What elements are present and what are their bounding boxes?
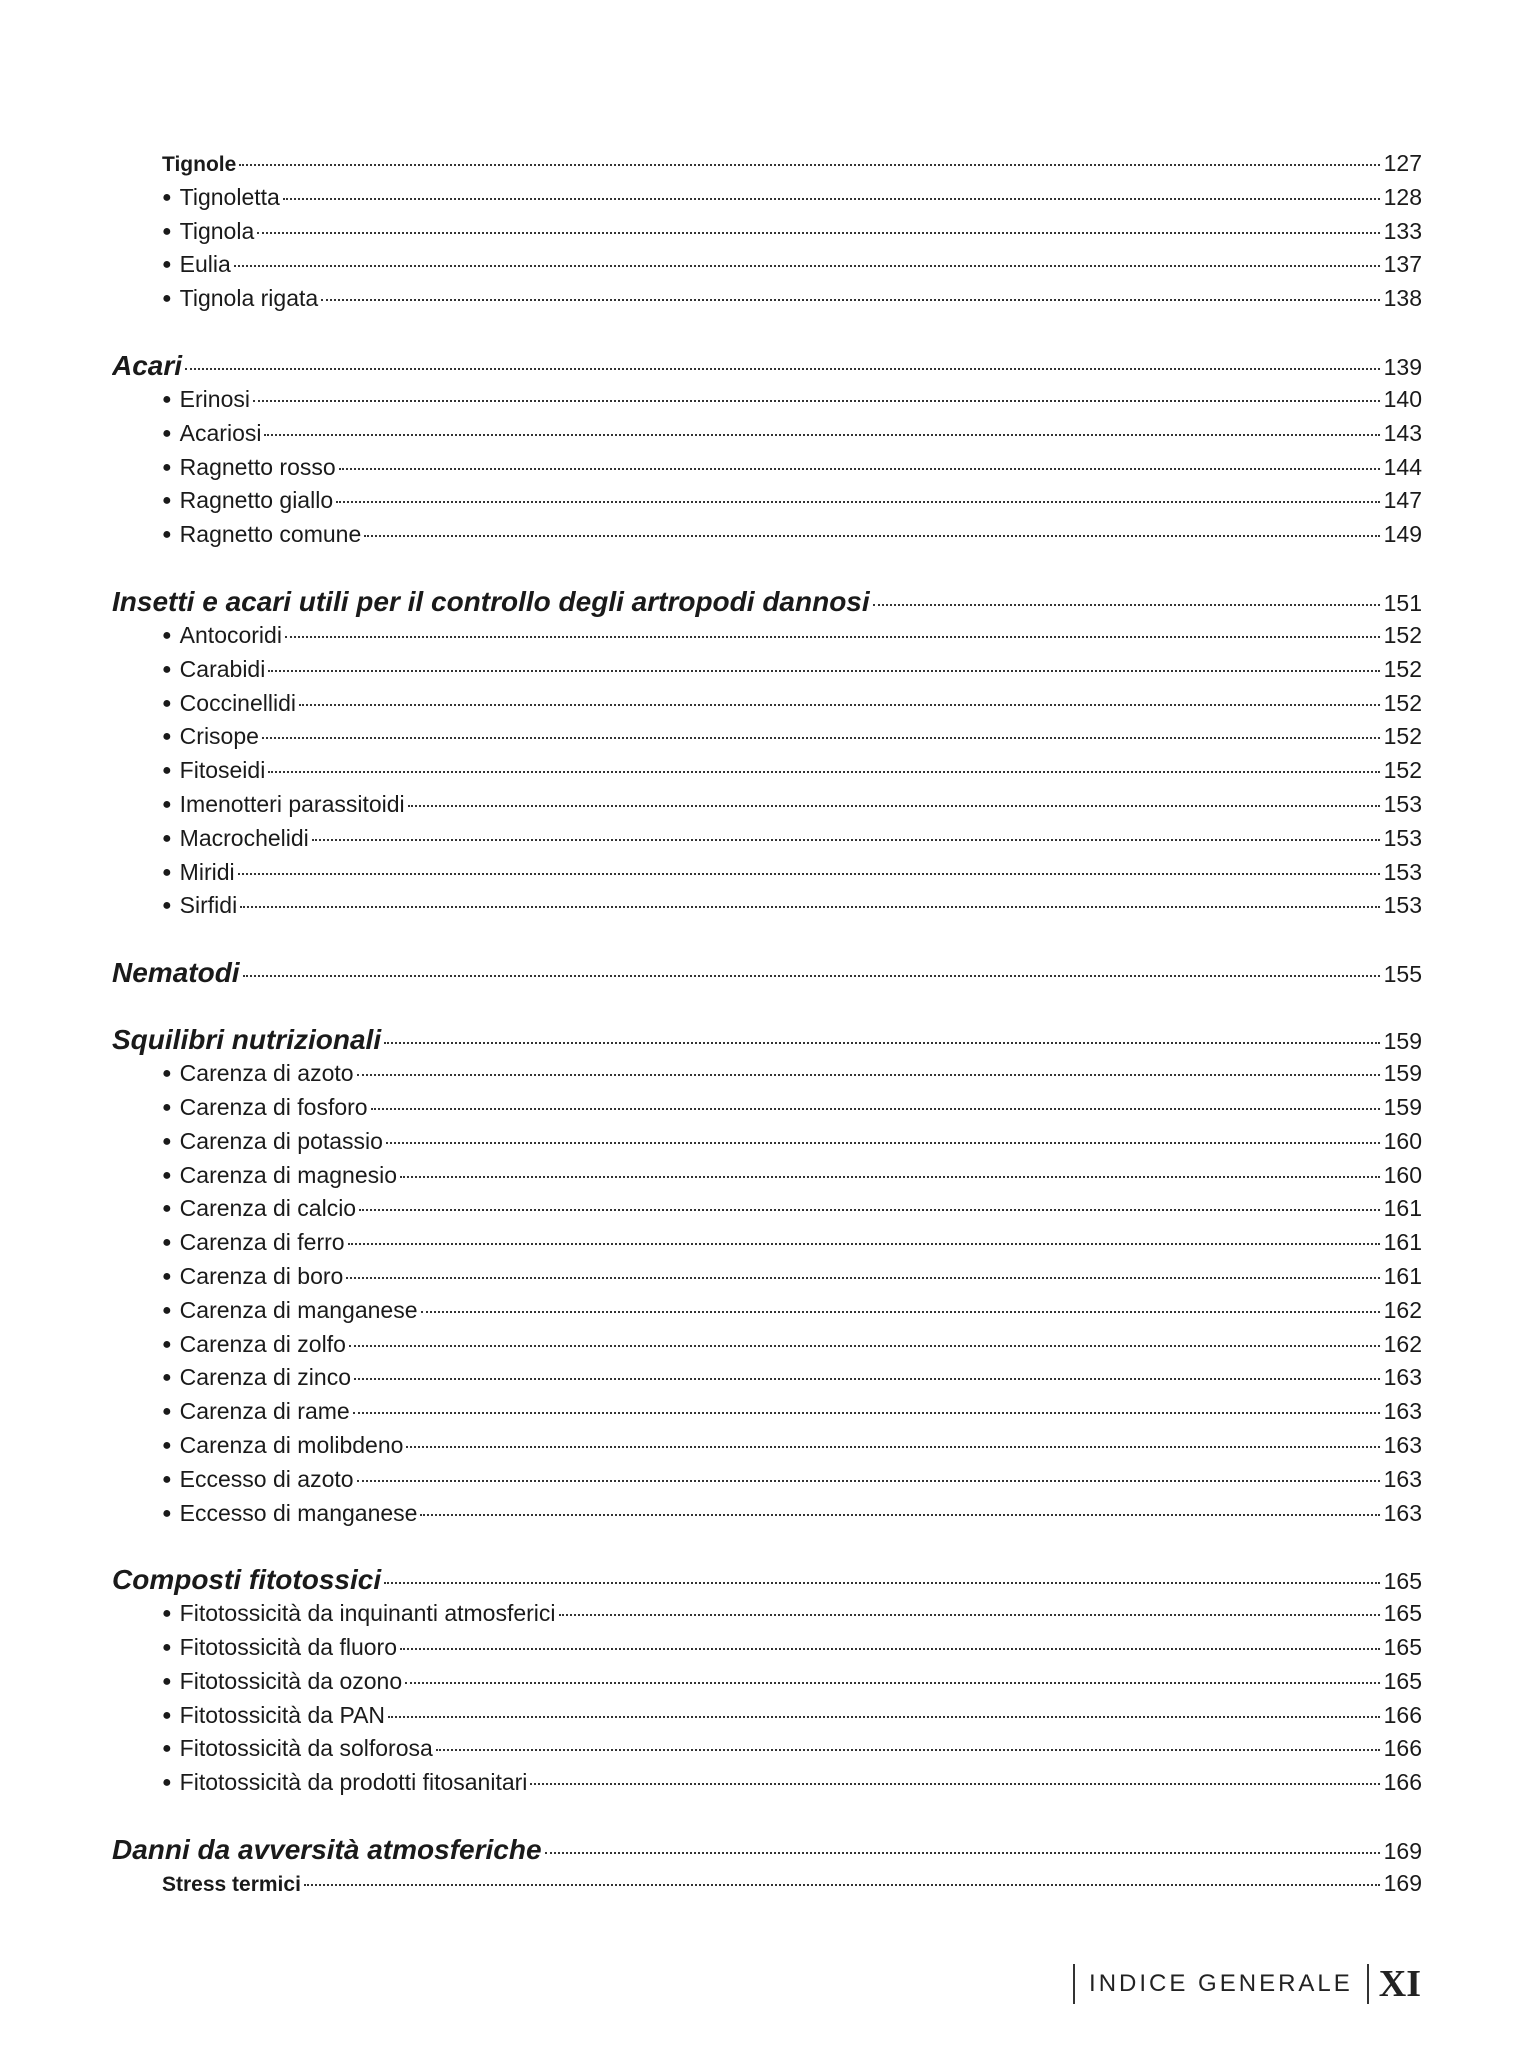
- bullet-icon: ●: [162, 1774, 172, 1792]
- toc-subentry[interactable]: [112, 1432, 1422, 1466]
- bullet-icon: ●: [162, 829, 172, 847]
- toc-subentry[interactable]: [112, 1162, 1422, 1196]
- toc-page-number: 161: [1383, 1262, 1422, 1289]
- toc-entry-text: Fitotossicità da PAN: [179, 1701, 386, 1728]
- toc-entry-text: Stress termici: [162, 1873, 301, 1897]
- bullet-icon: ●: [162, 660, 172, 678]
- toc-page-number: 165: [1383, 1600, 1422, 1627]
- toc-entry-text: Ragnetto comune: [179, 521, 362, 548]
- toc-page-number: 152: [1383, 723, 1422, 750]
- toc-section-entry[interactable]: [112, 1870, 1422, 1904]
- section-gap: [112, 993, 1422, 1024]
- toc-entry-text: Carenza di molibdeno: [179, 1431, 404, 1458]
- dot-leader: [359, 1209, 1380, 1211]
- toc-chapter-entry[interactable]: [112, 1834, 1422, 1870]
- dot-leader: [262, 737, 1380, 739]
- toc-page-number: 166: [1383, 1735, 1422, 1762]
- toc-entry-label: [112, 1024, 382, 1056]
- bullet-icon: ●: [162, 1132, 172, 1150]
- dot-leader: [406, 1446, 1379, 1448]
- toc-subentry[interactable]: [112, 1094, 1422, 1128]
- dot-leader: [559, 1614, 1380, 1616]
- toc-page-number: 133: [1383, 217, 1422, 244]
- toc-entry-label: [162, 184, 281, 211]
- toc-subentry[interactable]: [112, 251, 1422, 285]
- toc-page-number: 151: [1383, 589, 1422, 616]
- toc-entry-label: [162, 1398, 351, 1425]
- bullet-icon: ●: [162, 1335, 172, 1353]
- toc-entry-text: Carenza di potassio: [179, 1127, 383, 1154]
- dot-leader: [408, 805, 1380, 807]
- toc-page-number: 165: [1383, 1667, 1422, 1694]
- toc-entry-label: [162, 1769, 528, 1796]
- toc-subentry[interactable]: [112, 285, 1422, 319]
- toc-page-number: 152: [1383, 689, 1422, 716]
- toc-entry-label: [162, 723, 260, 750]
- toc-entry-text: Acariosi: [179, 419, 262, 446]
- toc-page-number: 163: [1383, 1364, 1422, 1391]
- toc-entry-label: [162, 1297, 419, 1324]
- toc-entry-text: Carenza di ferro: [179, 1229, 345, 1256]
- section-gap: [112, 1533, 1422, 1564]
- bullet-icon: ●: [162, 1470, 172, 1488]
- toc-subentry[interactable]: [112, 1769, 1422, 1803]
- dot-leader: [339, 468, 1380, 470]
- bullet-icon: ●: [162, 626, 172, 644]
- toc-page-number: 152: [1383, 621, 1422, 648]
- dot-leader: [530, 1783, 1379, 1785]
- dot-leader: [384, 1042, 1380, 1044]
- toc-subentry[interactable]: [112, 454, 1422, 488]
- toc-entry-text: Eccesso di azoto: [179, 1465, 354, 1492]
- toc-entry-text: Fitotossicità da inquinanti atmosferici: [179, 1600, 556, 1627]
- toc-entry-text: Carabidi: [179, 655, 266, 682]
- toc-entry-label: [162, 656, 266, 683]
- dot-leader: [348, 1243, 1380, 1245]
- toc-subentry[interactable]: [112, 1195, 1422, 1229]
- dot-leader: [268, 771, 1379, 773]
- footer-page-number: XI: [1378, 1963, 1421, 2005]
- toc-entry-text: Carenza di magnesio: [179, 1161, 398, 1188]
- bullet-icon: ●: [162, 188, 172, 206]
- toc-page-number: 159: [1383, 1093, 1422, 1120]
- toc-subentry[interactable]: [112, 1735, 1422, 1769]
- dot-leader: [400, 1176, 1380, 1178]
- bullet-icon: ●: [162, 795, 172, 813]
- toc-entry-text: Fitotossicità da ozono: [179, 1667, 403, 1694]
- toc-entry-text: Carenza di zolfo: [179, 1330, 346, 1357]
- toc-subentry[interactable]: [112, 892, 1422, 926]
- toc-entry-text: Tignola: [179, 217, 255, 244]
- dot-leader: [353, 1412, 1380, 1414]
- toc-page-number: 128: [1383, 183, 1422, 210]
- dot-leader: [545, 1852, 1380, 1854]
- toc-page-number: 159: [1383, 1028, 1422, 1055]
- toc-entry-text: Crisope: [179, 723, 259, 750]
- toc-entry-label: [162, 690, 297, 717]
- bullet-icon: ●: [162, 1200, 172, 1218]
- toc-subentry[interactable]: [112, 622, 1422, 656]
- toc-subentry[interactable]: [112, 1331, 1422, 1365]
- bullet-icon: ●: [162, 1639, 172, 1657]
- dot-leader: [405, 1682, 1380, 1684]
- bullet-icon: ●: [162, 424, 172, 442]
- toc-page-number: 159: [1383, 1060, 1422, 1087]
- toc-entry-text: Fitotossicità da prodotti fitosanitari: [179, 1769, 528, 1796]
- toc-entry-text: Tignoletta: [179, 183, 280, 210]
- toc-subentry[interactable]: [112, 1500, 1422, 1534]
- toc-entry-label: [162, 1128, 384, 1155]
- dot-leader: [346, 1277, 1379, 1279]
- toc-subentry[interactable]: [112, 1060, 1422, 1094]
- toc-page-number: 149: [1383, 521, 1422, 548]
- dot-leader: [285, 636, 1380, 638]
- toc-page-number: 153: [1383, 892, 1422, 919]
- toc-subentry[interactable]: [112, 859, 1422, 893]
- bullet-icon: ●: [162, 1436, 172, 1454]
- toc-subentry[interactable]: [112, 521, 1422, 555]
- toc-entry-text: Acari: [112, 349, 183, 381]
- toc-page-number: 163: [1383, 1398, 1422, 1425]
- toc-page-number: 169: [1383, 1870, 1422, 1897]
- dot-leader: [873, 604, 1380, 606]
- toc-page-number: 163: [1383, 1499, 1422, 1526]
- toc-entry-label: [162, 454, 337, 481]
- dot-leader: [240, 906, 1379, 908]
- toc-entry-label: [162, 1229, 346, 1256]
- toc-entry-label: [162, 791, 406, 818]
- dot-leader: [357, 1480, 1380, 1482]
- bullet-icon: ●: [162, 1301, 172, 1319]
- toc-page-number: 166: [1383, 1769, 1422, 1796]
- toc-entry-label: [112, 957, 241, 989]
- toc-page-number: 152: [1383, 655, 1422, 682]
- toc-page-number: 165: [1383, 1634, 1422, 1661]
- toc-entry-label: [162, 1331, 347, 1358]
- toc-subentry[interactable]: [112, 1398, 1422, 1432]
- toc-entry-label: [162, 825, 310, 852]
- toc-page-number: 153: [1383, 858, 1422, 885]
- toc-section-entry[interactable]: [112, 150, 1422, 184]
- toc-entry-label: [162, 1364, 352, 1391]
- toc-subentry[interactable]: [112, 1128, 1422, 1162]
- bullet-icon: ●: [162, 863, 172, 881]
- toc-entry-text: Carenza di zinco: [179, 1364, 351, 1391]
- toc-chapter-entry[interactable]: [112, 957, 1422, 993]
- toc-entry-text: Carenza di fosforo: [179, 1093, 368, 1120]
- dot-leader: [253, 400, 1380, 402]
- toc-page-number: 166: [1383, 1701, 1422, 1728]
- toc-entry-text: Carenza di boro: [179, 1262, 344, 1289]
- dot-leader: [384, 1582, 1380, 1584]
- toc-entry-label: [162, 521, 362, 548]
- dot-leader: [371, 1108, 1380, 1110]
- toc-entry-label: [162, 1060, 355, 1087]
- bullet-icon: ●: [162, 1234, 172, 1252]
- bullet-icon: ●: [162, 1267, 172, 1285]
- footer-divider-left: [1073, 1964, 1075, 2004]
- dot-leader: [299, 704, 1380, 706]
- bullet-icon: ●: [162, 1403, 172, 1421]
- dot-leader: [386, 1142, 1380, 1144]
- toc-entry-label: [162, 1702, 386, 1729]
- dot-leader: [357, 1074, 1380, 1076]
- toc-page-number: 161: [1383, 1229, 1422, 1256]
- toc-entry-text: Composti fitotossici: [112, 1564, 382, 1596]
- dot-leader: [421, 1311, 1380, 1313]
- dot-leader: [264, 434, 1379, 436]
- toc-entry-text: Carenza di rame: [179, 1398, 350, 1425]
- toc-chapter-entry[interactable]: [112, 350, 1422, 386]
- toc-subentry[interactable]: [112, 757, 1422, 791]
- toc-subentry[interactable]: [112, 825, 1422, 859]
- bullet-icon: ●: [162, 1504, 172, 1522]
- bullet-icon: ●: [162, 492, 172, 510]
- toc-entry-text: Tignole: [162, 153, 237, 176]
- toc-entry-text: Macrochelidi: [179, 824, 309, 851]
- bullet-icon: ●: [162, 1369, 172, 1387]
- bullet-icon: ●: [162, 1740, 172, 1758]
- toc-entry-text: Eccesso di manganese: [179, 1499, 418, 1526]
- toc-entry-label: [162, 153, 237, 177]
- toc-entry-text: Insetti e acari utili per il controllo degli artropodi dannosi: [112, 585, 870, 617]
- toc-entry-label: [162, 285, 319, 312]
- toc-page-number: 162: [1383, 1296, 1422, 1323]
- toc-entry-text: Fitotossicità da solforosa: [179, 1735, 433, 1762]
- dot-leader: [364, 535, 1379, 537]
- toc-page-number: 162: [1383, 1330, 1422, 1357]
- footer-divider-right: [1367, 1964, 1369, 2004]
- toc-entry-label: [162, 622, 283, 649]
- toc-subentry[interactable]: [112, 1263, 1422, 1297]
- toc-entry-label: [162, 251, 232, 278]
- toc-entry-text: Carenza di manganese: [179, 1296, 418, 1323]
- page-footer: [1073, 1962, 1421, 2006]
- toc-entry-text: Danni da avversità atmosferiche: [112, 1834, 542, 1866]
- toc-subentry[interactable]: [112, 1229, 1422, 1263]
- toc-entry-label: [162, 1634, 398, 1661]
- toc-chapter-entry[interactable]: [112, 1564, 1422, 1600]
- toc-page-number: 161: [1383, 1195, 1422, 1222]
- toc-entry-text: Carenza di azoto: [179, 1060, 354, 1087]
- dot-leader: [257, 232, 1379, 234]
- toc-entry-label: [112, 1564, 382, 1596]
- toc-entry-label: [162, 218, 255, 245]
- toc-subentry[interactable]: [112, 1600, 1422, 1634]
- toc-entry-label: [112, 1834, 543, 1866]
- toc-entry-label: [162, 1500, 418, 1527]
- toc-entry-text: Antocoridi: [179, 621, 282, 648]
- toc-subentry[interactable]: [112, 1466, 1422, 1500]
- toc-page-number: 160: [1383, 1161, 1422, 1188]
- toc-entry-text: Sirfidi: [179, 892, 238, 919]
- toc-entry-label: [162, 757, 266, 784]
- bullet-icon: ●: [162, 762, 172, 780]
- bullet-icon: ●: [162, 390, 172, 408]
- toc-page-number: 160: [1383, 1127, 1422, 1154]
- toc-page-number: 137: [1383, 251, 1422, 278]
- toc-entry-text: Imenotteri parassitoidi: [179, 790, 405, 817]
- toc-page-number: 163: [1383, 1465, 1422, 1492]
- toc-page-number: 152: [1383, 757, 1422, 784]
- section-gap: [112, 555, 1422, 586]
- section-gap: [112, 1803, 1422, 1834]
- toc-entry-text: Fitoseidi: [179, 757, 266, 784]
- section-gap: [112, 926, 1422, 957]
- toc-entry-label: [112, 350, 183, 382]
- bullet-icon: ●: [162, 897, 172, 915]
- toc-entry-label: [162, 1094, 369, 1121]
- toc-page-number: 144: [1383, 453, 1422, 480]
- toc-page-number: 139: [1383, 353, 1422, 380]
- toc-entry-text: Ragnetto giallo: [179, 487, 334, 514]
- toc-chapter-entry[interactable]: [112, 586, 1422, 622]
- toc-subentry[interactable]: [112, 656, 1422, 690]
- toc-entry-text: Eulia: [179, 251, 231, 278]
- toc-entry-label: [162, 859, 236, 886]
- toc-page-number: 155: [1383, 961, 1422, 988]
- section-gap: [112, 319, 1422, 350]
- toc-page-number: 153: [1383, 824, 1422, 851]
- toc-entry-text: Coccinellidi: [179, 689, 296, 716]
- toc-entry-text: Fitotossicità da fluoro: [179, 1634, 397, 1661]
- toc-subentry[interactable]: [112, 184, 1422, 218]
- toc-page-number: 163: [1383, 1431, 1422, 1458]
- toc-entry-label: [162, 1668, 403, 1695]
- bullet-icon: ●: [162, 728, 172, 746]
- bullet-icon: ●: [162, 222, 172, 240]
- toc-subentry[interactable]: [112, 791, 1422, 825]
- dot-leader: [239, 164, 1379, 166]
- toc-subentry[interactable]: [112, 1668, 1422, 1702]
- toc-entry-label: [162, 1195, 357, 1222]
- toc-entry-label: [162, 1873, 302, 1897]
- dot-leader: [354, 1378, 1380, 1380]
- toc-page-number: 143: [1383, 419, 1422, 446]
- dot-leader: [304, 1884, 1380, 1886]
- dot-leader: [321, 299, 1379, 301]
- dot-leader: [185, 368, 1380, 370]
- bullet-icon: ●: [162, 694, 172, 712]
- toc-entry-label: [162, 487, 334, 514]
- table-of-contents: [112, 150, 1422, 1904]
- bullet-icon: ●: [162, 1706, 172, 1724]
- toc-page-number: 165: [1383, 1568, 1422, 1595]
- toc-page-number: 147: [1383, 487, 1422, 514]
- dot-leader: [400, 1648, 1380, 1650]
- toc-subentry[interactable]: [112, 723, 1422, 757]
- toc-page-number: 138: [1383, 285, 1422, 312]
- dot-leader: [238, 873, 1380, 875]
- toc-entry-label: [162, 420, 262, 447]
- dot-leader: [234, 265, 1380, 267]
- toc-entry-text: Ragnetto rosso: [179, 453, 336, 480]
- toc-entry-label: [162, 1466, 355, 1493]
- toc-entry-text: Nematodi: [112, 957, 240, 989]
- bullet-icon: ●: [162, 458, 172, 476]
- dot-leader: [420, 1514, 1379, 1516]
- dot-leader: [312, 839, 1380, 841]
- toc-entry-text: Tignola rigata: [179, 285, 319, 312]
- toc-page-number: 153: [1383, 790, 1422, 817]
- bullet-icon: ●: [162, 526, 172, 544]
- toc-entry-text: Erinosi: [179, 385, 250, 412]
- toc-entry-text: Miridi: [179, 858, 235, 885]
- toc-page-number: 169: [1383, 1838, 1422, 1865]
- bullet-icon: ●: [162, 256, 172, 274]
- toc-page-number: 140: [1383, 385, 1422, 412]
- toc-subentry[interactable]: [112, 1634, 1422, 1668]
- toc-entry-label: [162, 1432, 404, 1459]
- toc-subentry[interactable]: [112, 420, 1422, 454]
- bullet-icon: ●: [162, 290, 172, 308]
- toc-subentry[interactable]: [112, 218, 1422, 252]
- toc-subentry[interactable]: [112, 1702, 1422, 1736]
- toc-entry-text: Carenza di calcio: [179, 1195, 357, 1222]
- toc-entry-label: [162, 892, 238, 919]
- toc-page-number: 127: [1383, 150, 1422, 176]
- bullet-icon: ●: [162, 1605, 172, 1623]
- toc-entry-label: [162, 386, 251, 413]
- dot-leader: [436, 1749, 1380, 1751]
- toc-chapter-entry[interactable]: [112, 1024, 1422, 1060]
- toc-entry-label: [162, 1162, 398, 1189]
- toc-subentry[interactable]: [112, 1364, 1422, 1398]
- toc-entry-label: [112, 586, 871, 618]
- dot-leader: [388, 1716, 1380, 1718]
- toc-entry-label: [162, 1600, 557, 1627]
- toc-entry-text: Squilibri nutrizionali: [112, 1024, 382, 1056]
- bullet-icon: ●: [162, 1065, 172, 1083]
- toc-subentry[interactable]: [112, 386, 1422, 420]
- toc-entry-label: [162, 1735, 434, 1762]
- dot-leader: [283, 198, 1380, 200]
- dot-leader: [268, 670, 1379, 672]
- toc-entry-label: [162, 1263, 344, 1290]
- toc-subentry[interactable]: [112, 1297, 1422, 1331]
- toc-subentry[interactable]: [112, 487, 1422, 521]
- dot-leader: [243, 975, 1380, 977]
- bullet-icon: ●: [162, 1672, 172, 1690]
- dot-leader: [349, 1345, 1380, 1347]
- dot-leader: [336, 501, 1380, 503]
- bullet-icon: ●: [162, 1098, 172, 1116]
- footer-section-label: INDICE GENERALE: [1089, 1970, 1353, 1997]
- toc-subentry[interactable]: [112, 690, 1422, 724]
- bullet-icon: ●: [162, 1166, 172, 1184]
